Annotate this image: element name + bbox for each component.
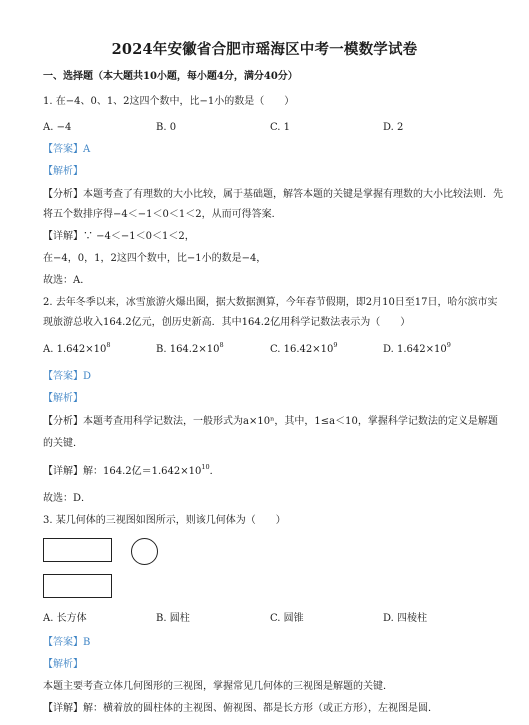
q1-conclusion: 故选：A． [43, 275, 91, 286]
q2-analysis-line-2: 的关键． [43, 438, 83, 449]
page-title: 2024年安徽省合肥市瑶海区中考一模数学试卷 [111, 41, 418, 58]
front-view-rectangle [43, 538, 112, 562]
top-view-rectangle [43, 574, 112, 598]
q2-stem-line-2: 现旅游总收入164.2亿元，创历史新高．其中164.2亿用科学记数法表示为（ ） [43, 317, 411, 328]
q3-analysis-line-1: 本题主要考查立体几何图形的三视图，掌握常见几何体的三视图是解题的关键． [43, 681, 393, 692]
q2-conclusion: 故选：D． [43, 493, 92, 504]
q3-option-b: B. 圆柱 [156, 613, 190, 624]
q2-option-a: A. $1.642\times 10^8$ [43, 341, 111, 355]
q1-option-a: A. −4 [43, 122, 72, 133]
q1-option-d: D. 2 [383, 122, 404, 133]
q1-analysis-line-1: 【分析】本题考查了有理数的大小比较，属于基础题，解答本题的关键是掌握有理数的大小比较法则．先 [43, 189, 503, 200]
q2-analysis-tag: 【解析】 [43, 393, 83, 404]
q3-option-c: C. 圆锥 [270, 613, 304, 624]
q1-stem: 1. 在−4、0、1、2这四个数中，比−1小的数是（ ） [43, 96, 295, 107]
q3-answer: 【答案】B [43, 637, 91, 648]
q1-option-b: B. 0 [156, 122, 177, 133]
q2-option-c: C. $16.42\times 10^9$ [270, 341, 338, 355]
q2-analysis-line-1: 【分析】本题考查用科学记数法，一般形式为a×10ⁿ，其中，1≤a＜10，掌握科学记数法的定义是解题 [43, 416, 498, 427]
q3-stem: 3. 某几何体的三视图如图所示，则该几何体为（ ） [43, 515, 286, 526]
q3-solution: 【详解】解：横着放的圆柱体的主视图、俯视图、都是长方形（或正方形），左视图是圆． [43, 703, 438, 714]
q1-answer: 【答案】A [43, 144, 91, 155]
q2-answer: 【答案】D [43, 371, 92, 382]
q2-option-d: D. $1.642\times 10^9$ [383, 341, 451, 355]
q1-analysis-tag: 【解析】 [43, 166, 83, 177]
q2-stem-line-1: 2. 去年冬季以来，冰雪旅游火爆出圈，据大数据测算，今年春节假期，即2月10日至17日，哈尔滨市实 [43, 297, 498, 308]
q3-option-a: A. 长方体 [43, 613, 87, 624]
q1-solution: 【详解】∵ −4＜−1＜0＜1＜2， [43, 231, 195, 242]
q1-analysis-line-2: 将五个数排序得−4＜−1＜0＜1＜2，从而可得答案． [43, 209, 282, 220]
side-view-circle [131, 538, 158, 565]
q3-analysis-tag: 【解析】 [43, 659, 83, 670]
q2-solution: 【详解】解：164.2亿$=1.642\times 10^{10}$． [43, 463, 220, 477]
q1-option-c: C. 1 [270, 122, 291, 133]
section-heading: 一、选择题（本大题共10小题，每小题4分，满分40分） [43, 71, 298, 82]
q2-option-b: B. $164.2\times 10^8$ [156, 341, 224, 355]
q1-solution-line-2: 在−4，0，1，2这四个数中，比−1小的数是−4， [43, 253, 267, 264]
q3-option-d: D. 四棱柱 [383, 613, 428, 624]
